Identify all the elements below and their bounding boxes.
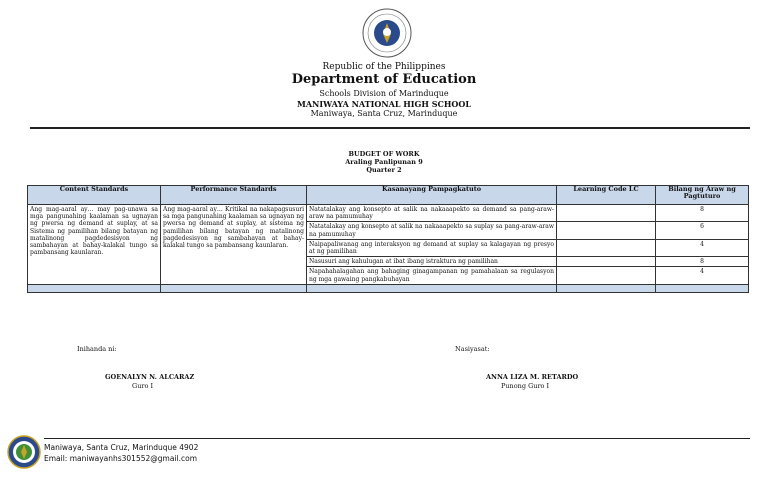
department-title: Department of Education xyxy=(291,72,477,87)
days-cell: 4 xyxy=(656,239,749,256)
learning-code-cell xyxy=(557,267,656,284)
learning-code-cell xyxy=(557,205,656,222)
header-competencies: Kasanayang Pampagkatuto xyxy=(307,186,557,205)
table-footer-row xyxy=(28,284,749,292)
learning-code-cell xyxy=(557,222,656,239)
table-row xyxy=(28,205,749,222)
days-cell: 6 xyxy=(656,222,749,239)
division-line: Schools Division of Marinduque xyxy=(319,89,449,98)
learning-code-cell xyxy=(557,239,656,256)
competency-cell: Natatalakay ang konsepto at salik na nakaaapekto sa suplay sa pang-araw-araw na pamumuhay xyxy=(307,222,557,239)
competency-cell: Natatalakay ang konsepto at salik na nakaaapekto sa demand sa pang-araw-araw na pamumuhay xyxy=(307,205,557,222)
school-name: MANIWAYA NATIONAL HIGH SCHOOL xyxy=(296,99,471,109)
footer-email: Email: maniwayanhs301552@gmail.com xyxy=(44,454,197,463)
republic-line: Republic of the Philippines xyxy=(322,62,446,72)
header-performance-standards: Performance Standards xyxy=(161,186,307,205)
prepared-by-label: Inihanda ni: xyxy=(77,345,117,353)
content-standard-cell: Ang mag-aaral ay… may pag-unawa sa mga pangunahing kaalaman sa ugnayan ng pwersa ng demand at suplay, at sa Sistema ng pamilihan bilang batayan ng matalinong pagdedesisyon ng sambahayan at bahay-kalakal tungo sa pambansang kaunlaran. xyxy=(28,205,161,285)
preparer-name: GOENALYN N. ALCARAZ xyxy=(105,373,195,381)
header-content-standards: Content Standards xyxy=(28,186,161,205)
learning-code-cell xyxy=(557,257,656,267)
days-cell: 8 xyxy=(656,257,749,267)
subject-title: Araling Panlipunan 9 xyxy=(345,158,423,166)
budget-of-work-table xyxy=(27,185,749,293)
noter-role: Punong Guro I xyxy=(501,382,550,390)
header-learning-code: Learning Code LC xyxy=(557,186,656,205)
header-divider xyxy=(30,127,750,129)
noter-name: ANNA LIZA M. RETARDO xyxy=(486,373,579,381)
deped-seal xyxy=(362,8,412,58)
noted-by-label: Nasiyasat: xyxy=(455,345,490,353)
preparer-role: Guro I xyxy=(132,382,154,390)
competency-cell: Napahahalagahan ang bahaging ginagampanan ng pamahalaan sa regulasyon ng mga gawaing pangkabuhayan xyxy=(307,267,557,284)
footer-divider xyxy=(44,438,750,439)
days-cell: 8 xyxy=(656,205,749,222)
table-header-row xyxy=(28,186,749,205)
document-title: BUDGET OF WORK xyxy=(348,150,420,158)
performance-standard-cell: Ang mag-aaral ay… Kritikal na nakapagsusuri sa mga pangunahing kaalaman sa ugnayan ng pwersa ng demand at suplay, at sistema ng pamilihan bilang batayan ng matalinong pagdedesisyon ng sambahayan at bahay-kalakal tungo sa pambansang kaunlaran. xyxy=(161,205,307,285)
header-days: Bilang ng Araw ng Pagtuturo xyxy=(656,186,749,205)
school-address: Maniwaya, Santa Cruz, Marinduque xyxy=(310,109,458,118)
quarter-title: Quarter 2 xyxy=(366,166,402,174)
days-cell: 4 xyxy=(656,267,749,284)
competency-cell: Nasusuri ang kahulugan at ibat ibang istraktura ng pamilihan xyxy=(307,257,557,267)
footer-address: Maniwaya, Santa Cruz, Marinduque 4902 xyxy=(44,443,199,452)
competency-cell: Naipapaliwanag ang interaksyon ng demand at suplay sa kalagayan ng presyo at ng pamilihan xyxy=(307,239,557,256)
school-logo xyxy=(7,435,41,469)
